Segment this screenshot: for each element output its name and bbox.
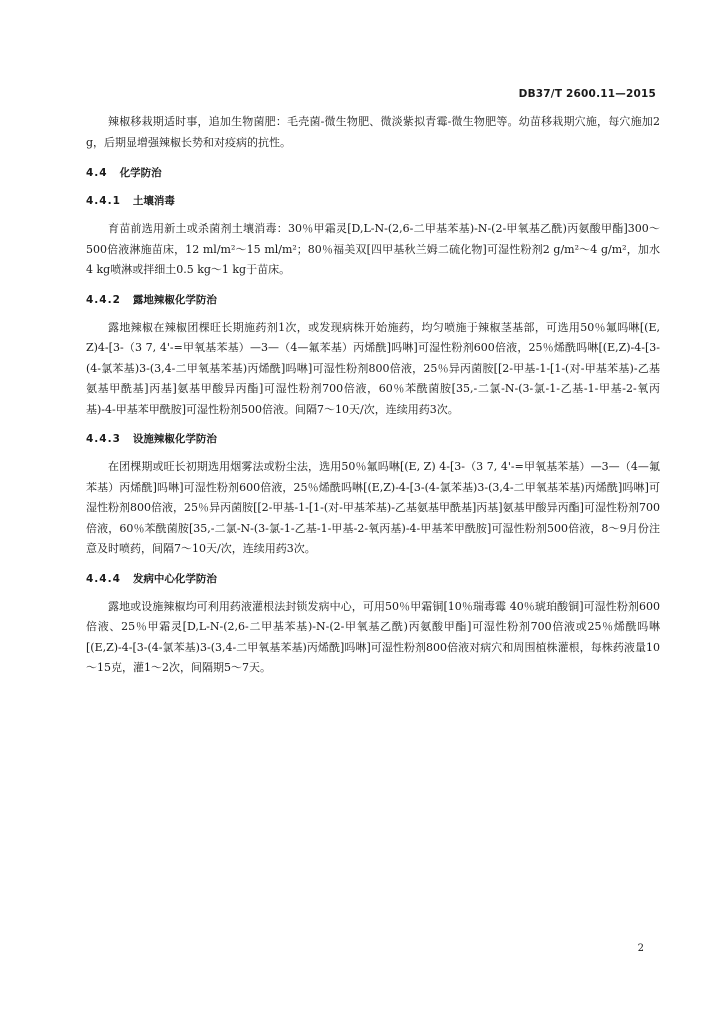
paragraph-disease-center-control: 露地或设施辣椒均可利用药液灌根法封锁发病中心，可用50％甲霜铜[10％瑞毒霉 40％琥珀酸铜]可湿性粉剂600倍液、25％甲霜灵[D,L-N-(2,6-二甲基苯基)-N-(2-甲氧基乙酰)丙氨酸甲酯]可湿性粉剂700倍液或25％烯酰吗啉[(E,Z)-4-[3-(4-氯苯基)3-(3,4-二甲氧基苯基)丙烯酰]吗啉]可湿性粉剂800倍液对病穴和周围植株灌根，每株药液量10～15克，灌1～2次，间隔期5～7天。 bbox=[86, 599, 660, 674]
section-title: 土壤消毒 bbox=[132, 195, 175, 207]
document-code: DB37/T 2600.11—2015 bbox=[518, 88, 656, 100]
paragraph-bio-fertilizer: 辣椒移栽期适时事，追加生物菌肥：毛壳菌-微生物肥、微淡紫拟青霉-微生物肥等。幼苗移栽期穴施，每穴施加2 g，后期显增强辣椒长势和对疫病的抗性。 bbox=[86, 115, 660, 149]
section-number: 4.4.3 bbox=[86, 433, 121, 445]
section-heading-4-4-3 bbox=[86, 430, 660, 448]
section-heading-4-4-2 bbox=[86, 291, 660, 309]
paragraph-greenhouse-control: 在团棵期或旺长初期选用烟雾法或粉尘法，选用50％氟吗啉[(E, Z) 4-[3-（3 7, 4'-=甲氧基苯基）—3—（4—氟苯基）丙烯酰]吗啉]可湿性粉剂600倍液，25％烯酰吗啉[(E,Z)-4-[3-(4-氯苯基)3-(3,4-二甲氧基苯基)丙烯酰]吗啉]可湿性粉剂800倍液，25％异丙菌胺[[2-甲基-1-[1-(对-甲基苯基)-乙基氨基甲酰基]丙基]氨基甲酸异丙酯]可湿性粉剂700倍液，60％苯酰菌胺[35,-二氯-N-(3-氯-1-乙基-1-甲基-2-氧丙基)-4-甲基苯甲酰胺]可湿性粉剂500倍液，8～9月份注意及时喷药，间隔7～10天/次，连续用药3次。 bbox=[86, 460, 660, 555]
document-body bbox=[86, 112, 660, 679]
paragraph-soil-disinfection: 育苗前选用新土或杀菌剂土壤消毒：30％甲霜灵[D,L-N-(2,6-二甲基苯基)-N-(2-甲氧基乙酰)丙氨酸甲酯]300～500倍液淋施苗床，12 ml/m²～15 ml/m²；80％福美双[四甲基秋兰姆二硫化物]可湿性粉剂2 g/m²～4 g/m²，加水4 kg喷淋或拌细土0.5 kg～1 kg于苗床。 bbox=[86, 222, 660, 276]
section-title: 发病中心化学防治 bbox=[132, 572, 217, 585]
section-title: 露地辣椒化学防治 bbox=[132, 293, 217, 306]
section-number: 4.4.4 bbox=[86, 572, 121, 585]
paragraph-open-field-control: 露地辣椒在辣椒团棵旺长期施药剂1次，或发现病株开始施药，均匀喷施于辣椒茎基部，可选用50％氟吗啉[(E, Z)4-[3-（3 7, 4'-=甲氧基苯基）—3—（4—氟苯基）丙烯酰]吗啉]可湿性粉剂600倍液，25％烯酰吗啉[(E,Z)-4-[3-(4-氯苯基)3-(3,4-二甲氧基苯基)丙烯酰]吗啉]可湿性粉剂800倍液，25％异丙菌胺[[2-甲基-1-[1-(对-甲基苯基)-乙基氨基甲酰基]丙基]氨基甲酸异丙酯]可湿性粉剂700倍液，60％苯酰菌胺[35,-二氯-N-(3-氯-1-乙基-1-甲基-2-氧丙基)-4-甲基苯甲酰胺]可湿性粉剂500倍液。间隔7～10天/次，连续用药3次。 bbox=[86, 320, 660, 416]
section-number: 4.4 bbox=[86, 167, 108, 179]
section-number: 4.4.2 bbox=[86, 293, 121, 306]
section-title: 化学防治 bbox=[119, 167, 162, 179]
page-number: 2 bbox=[637, 943, 644, 954]
section-heading-4-4 bbox=[86, 164, 660, 182]
section-title: 设施辣椒化学防治 bbox=[132, 433, 217, 445]
section-number: 4.4.1 bbox=[86, 195, 121, 207]
section-heading-4-4-4 bbox=[86, 570, 660, 588]
section-heading-4-4-1 bbox=[86, 192, 660, 210]
